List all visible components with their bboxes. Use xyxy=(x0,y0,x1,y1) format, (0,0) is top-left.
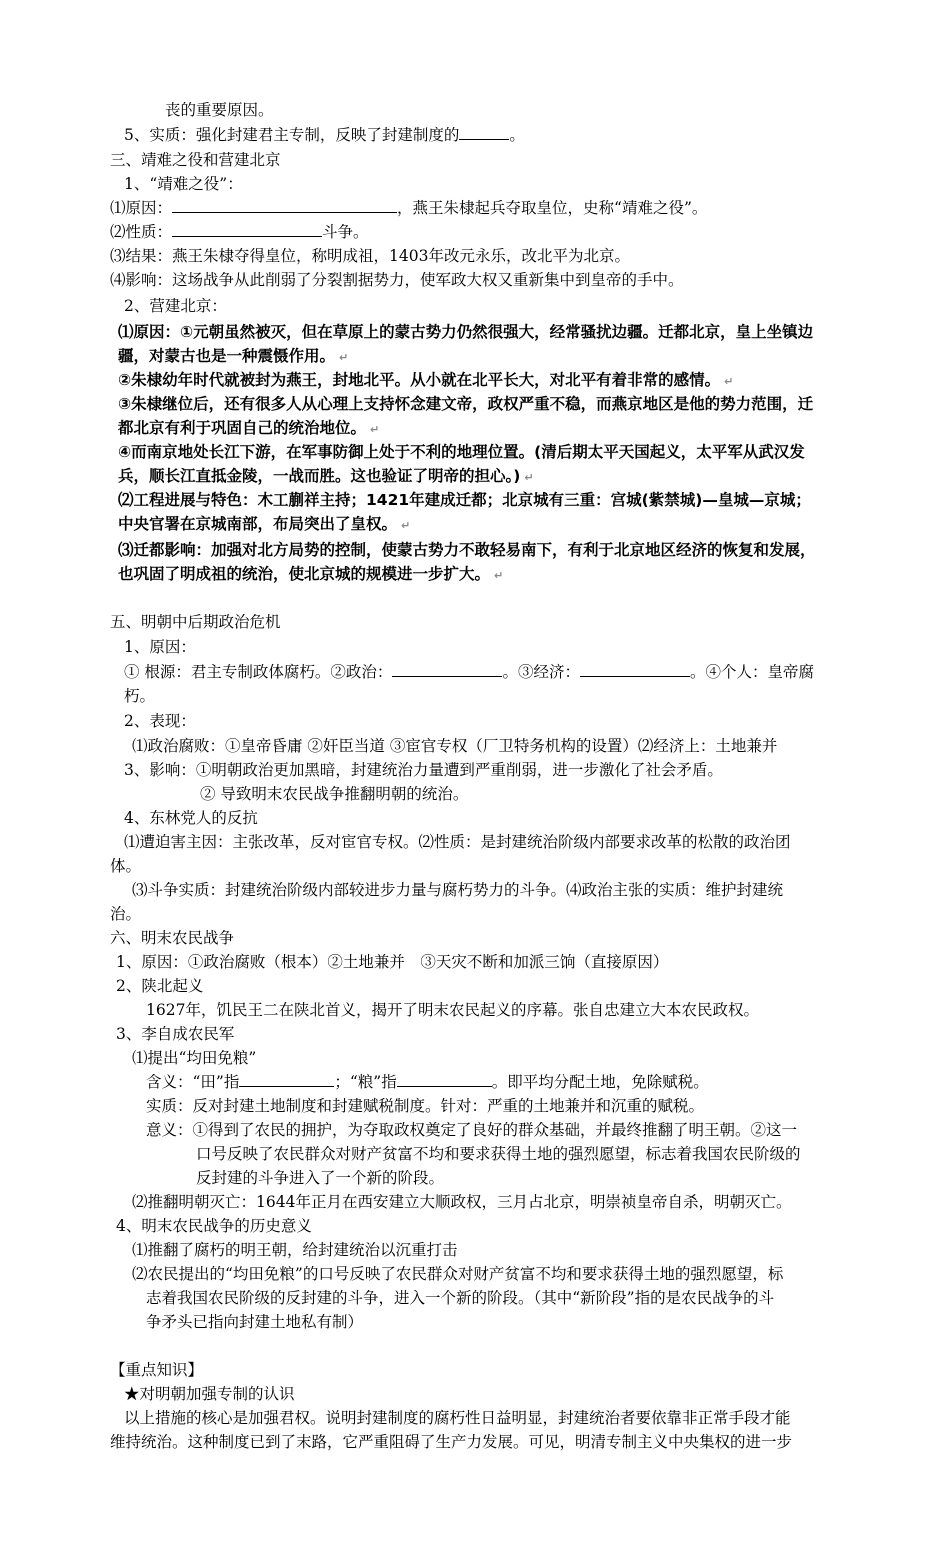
text-line: 丧的重要原因。 xyxy=(165,101,274,119)
text-line: 体。 xyxy=(110,857,142,875)
text-line: ②朱棣幼年时代就被封为燕王，封地北平。从小就在北平长大，对北平有着非常的感情。 ↵ xyxy=(118,371,734,389)
section-heading: 六、明末农民战争 xyxy=(110,929,235,947)
blank-line xyxy=(392,662,502,677)
text-line: 兵，顺长江直抵金陵，一战而胜。这也验证了明帝的担心。) ↵ xyxy=(118,467,534,485)
text-line: 实质：反对封建土地制度和封建赋税制度。针对：严重的土地兼并和沉重的赋税。 xyxy=(146,1097,705,1115)
text-line: ⑴原因：①元朝虽然被灭，但在草原上的蒙古势力仍然很强大，经常骚扰边疆。迁都北京，皇上坐镇边 xyxy=(118,323,814,341)
text-line: ③朱棣继位后，还有很多人从心理上支持怀念建文帝，政权严重不稳，而燕京地区是他的势力范围，迁 xyxy=(118,395,814,413)
text-line: 朽。 xyxy=(124,687,156,705)
text-line: 1、“靖难之役”： xyxy=(124,175,243,193)
text-line: 治。 xyxy=(110,905,142,923)
text-line: 4、东林党人的反抗 xyxy=(124,809,258,827)
return-mark-icon: ↵ xyxy=(524,471,534,484)
return-mark-icon: ↵ xyxy=(401,519,411,532)
text-line: 2、陕北起义 xyxy=(116,977,204,995)
text-line: ⑶迁都影响：加强对北方局势的控制，使蒙古势力不敢轻易南下，有利于北京地区经济的恢复和发展， xyxy=(118,541,816,559)
blank-line xyxy=(172,198,397,213)
text-line: ⑶结果：燕王朱棣夺得皇位，称明成祖，1403年改元永乐，改北平为北京。 xyxy=(110,247,630,265)
text-line: 2、营建北京： xyxy=(124,297,227,315)
text-line: 中央官署在京城南部，布局突出了皇权。 ↵ xyxy=(118,515,411,533)
text-line: 意义：①得到了农民的拥护，为夺取政权奠定了良好的群众基础，并最终推翻了明王朝。②这一 xyxy=(146,1121,798,1139)
text-line: ② 导致明末农民战争推翻明朝的统治。 xyxy=(200,785,469,803)
text-line: 5、实质：强化封建君主专制，反映了封建制度的 。 xyxy=(124,126,525,144)
text-line: ⑶斗争实质：封建统治阶级内部较进步力量与腐朽势力的斗争。⑷政治主张的实质：维护封建统 xyxy=(132,881,784,899)
text-line: 含义：“田”指 ；“粮”指 。即平均分配土地，免除赋税。 xyxy=(146,1073,709,1091)
text-line: ⑴提出“均田免粮” xyxy=(132,1049,257,1067)
text-line: 2、表现： xyxy=(124,712,196,730)
text-line: ★对明朝加强专制的认识 xyxy=(124,1385,295,1403)
text-line: ⑴遭迫害主因：主张改革，反对宦官专权。⑵性质：是封建统治阶级内部要求改革的松散的政治团 xyxy=(124,833,791,851)
text-line: ⑵性质： 斗争。 xyxy=(110,223,369,241)
text-line: 1627年，饥民王二在陕北首义，揭开了明末农民起义的序幕。张自忠建立大本农民政权。 xyxy=(146,1001,759,1019)
section-heading: 三、靖难之役和营建北京 xyxy=(110,151,281,169)
text-line: 1、原因： xyxy=(124,638,196,656)
blank-line xyxy=(397,1072,492,1087)
blank-line xyxy=(459,125,509,140)
text-line: 疆，对蒙古也是一种震慑作用。 ↵ xyxy=(118,347,349,365)
text-line: ① 根源：君主专制政体腐朽。②政治： 。③经济： 。④个人：皇帝腐 xyxy=(124,663,814,681)
section-heading: 【重点知识】 xyxy=(110,1361,204,1379)
text-line: 争矛头已指向封建土地私有制） xyxy=(146,1313,364,1331)
text-line: 反封建的斗争进入了一个新的阶段。 xyxy=(196,1169,445,1187)
return-mark-icon: ↵ xyxy=(339,351,349,364)
text-line: ⑵农民提出的“均田免粮”的口号反映了农民群众对财产贫富不均和要求获得土地的强烈愿望，标 xyxy=(132,1265,784,1283)
text-line: 口号反映了农民群众对财产贫富不均和要求获得土地的强烈愿望，标志着我国农民阶级的 xyxy=(196,1145,801,1163)
text-line: 志着我国农民阶级的反封建的斗争，进入一个新的阶段。（其中“新阶段”指的是农民战争的斗 xyxy=(146,1289,775,1307)
text-line: 3、影响：①明朝政治更加黑暗，封建统治力量遭到严重削弱，进一步激化了社会矛盾。 xyxy=(124,761,723,779)
blank-line xyxy=(239,1072,334,1087)
return-mark-icon: ↵ xyxy=(724,375,734,388)
return-mark-icon: ↵ xyxy=(494,569,504,582)
text-line: 4、明末农民战争的历史意义 xyxy=(116,1217,312,1235)
return-mark-icon: ↵ xyxy=(370,423,380,436)
text-line: 也巩固了明成祖的统治，使北京城的规模进一步扩大。 ↵ xyxy=(118,565,504,583)
text-line: 1、原因：①政治腐败（根本）②土地兼并 ③天灾不断和加派三饷（直接原因） xyxy=(116,953,669,971)
text-line: 以上措施的核心是加强君权。说明封建制度的腐朽性日益明显，封建统治者要依靠非正常手段才能 xyxy=(124,1409,791,1427)
blank-line xyxy=(580,662,690,677)
text-line: 维持统治。这种制度已到了末路，它严重阻碍了生产力发展。可见，明清专制主义中央集权的进一步 xyxy=(110,1433,793,1451)
text-line: ⑴政治腐败：①皇帝昏庸 ②奸臣当道 ③宦官专权（厂卫特务机构的设置）⑵经济上：土地兼并 xyxy=(132,737,778,755)
text-line: ⑴原因： ，燕王朱棣起兵夺取皇位，史称“靖难之役”。 xyxy=(110,199,708,217)
text-line: ⑵推翻明朝灭亡：1644年正月在西安建立大顺政权，三月占北京，明崇祯皇帝自杀，明朝灭亡。 xyxy=(132,1193,792,1211)
text-line: ⑴推翻了腐朽的明王朝，给封建统治以沉重打击 xyxy=(132,1241,458,1259)
text-line: ⑷影响：这场战争从此削弱了分裂割据势力，使军政大权又重新集中到皇帝的手中。 xyxy=(110,271,684,289)
section-heading: 五、明朝中后期政治危机 xyxy=(110,613,281,631)
text-line: 3、李自成农民军 xyxy=(116,1025,235,1043)
blank-line xyxy=(172,222,322,237)
text-line: ④而南京地处长江下游，在军事防御上处于不利的地理位置。(清后期太平天国起义，太平军从武汉发 xyxy=(118,443,805,461)
text-line: ⑵工程进展与特色：木工蒯祥主持；1421年建成迁都；北京城有三重：宫城(紫禁城)—皇城—京城； xyxy=(118,491,811,509)
text-line: 都北京有利于巩固自己的统治地位。 ↵ xyxy=(118,419,380,437)
